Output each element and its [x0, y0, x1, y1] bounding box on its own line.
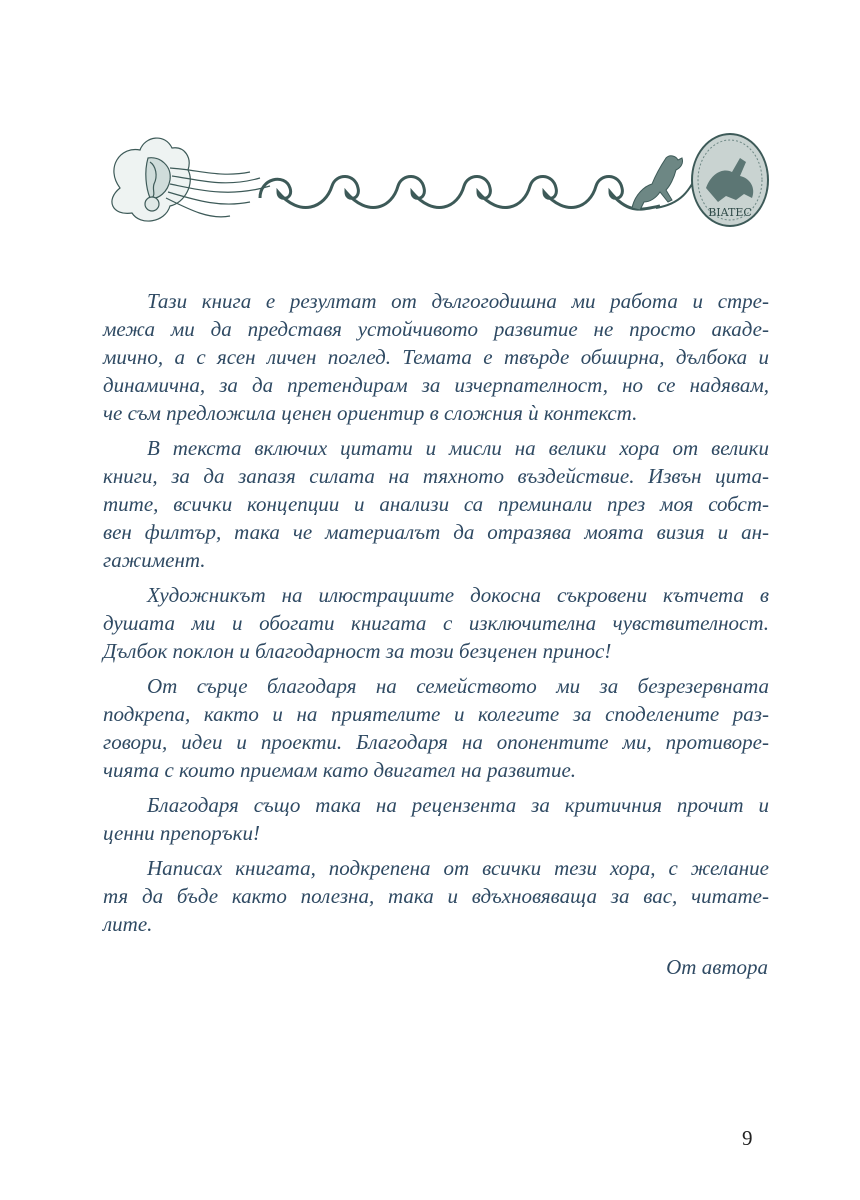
poppy-face-icon [112, 138, 270, 221]
text-line: ценни препоръки! [103, 821, 260, 845]
body-text [103, 287, 769, 945]
text-line: динамична, за да претендирам за изчерпателност, но се надявам, [103, 373, 769, 397]
paragraph [103, 791, 769, 847]
text-line: В текста включих цитати и мисли на велики хора от велики [147, 436, 769, 460]
text-line: чията с които приемам като двигател на развитие. [103, 758, 577, 782]
text-line: душата ми и обогати книгата с изключителна чувствителност. [103, 611, 769, 635]
text-line: подкрепа, както и на приятелите и колегите за споделените раз- [103, 702, 769, 726]
paragraph [103, 672, 769, 784]
text-line: тите, всички концепции и анализи са преминали през моя собст- [103, 492, 769, 516]
text-line: мично, а с ясен личен поглед. Темата е твърде обширна, дълбока и [103, 345, 769, 369]
text-line: че съм предложила ценен ориентир в сложния ѝ контекст. [103, 401, 638, 425]
paragraph [103, 434, 769, 574]
text-line: Благодаря също така на рецензента за критичния прочит и [147, 793, 769, 817]
text-line: Написах книгата, подкрепена от всички тези хора, с желание [147, 856, 769, 880]
text-line: Художникът на илюстрациите докосна съкровени кътчета в [147, 583, 769, 607]
text-line: Тази книга е резултат от дългогодишна ми работа и стре- [147, 289, 769, 313]
paragraph [103, 581, 769, 665]
text-line: тя да бъде както полезна, така и вдъхновяваща за вас, читате- [103, 884, 769, 908]
text-line: гажимент. [103, 548, 206, 572]
page-number: 9 [742, 1126, 753, 1150]
text-line: вен филтър, така че материалът да отразява моята визия и ан- [103, 520, 769, 544]
paragraph [103, 287, 769, 427]
text-line: книги, за да запазя силата на тяхното въздействие. Извън цита- [103, 464, 769, 488]
text-line: От сърце благодаря на семейството ми за безрезервната [147, 674, 769, 698]
text-line: межа ми да представя устойчивото развитие не просто акаде- [103, 317, 769, 341]
coin-inscription: BIATEC [708, 206, 752, 219]
signature: От автора [666, 955, 768, 979]
paragraph [103, 854, 769, 938]
coin-icon [692, 134, 768, 226]
text-line: лите. [103, 912, 153, 936]
decorative-ornament [100, 128, 772, 230]
text-line: говори, идеи и проекти. Благодаря на опонентите ми, противоре- [103, 730, 769, 754]
text-line: Дълбок поклон и благодарност за този безценен принос! [103, 639, 612, 663]
